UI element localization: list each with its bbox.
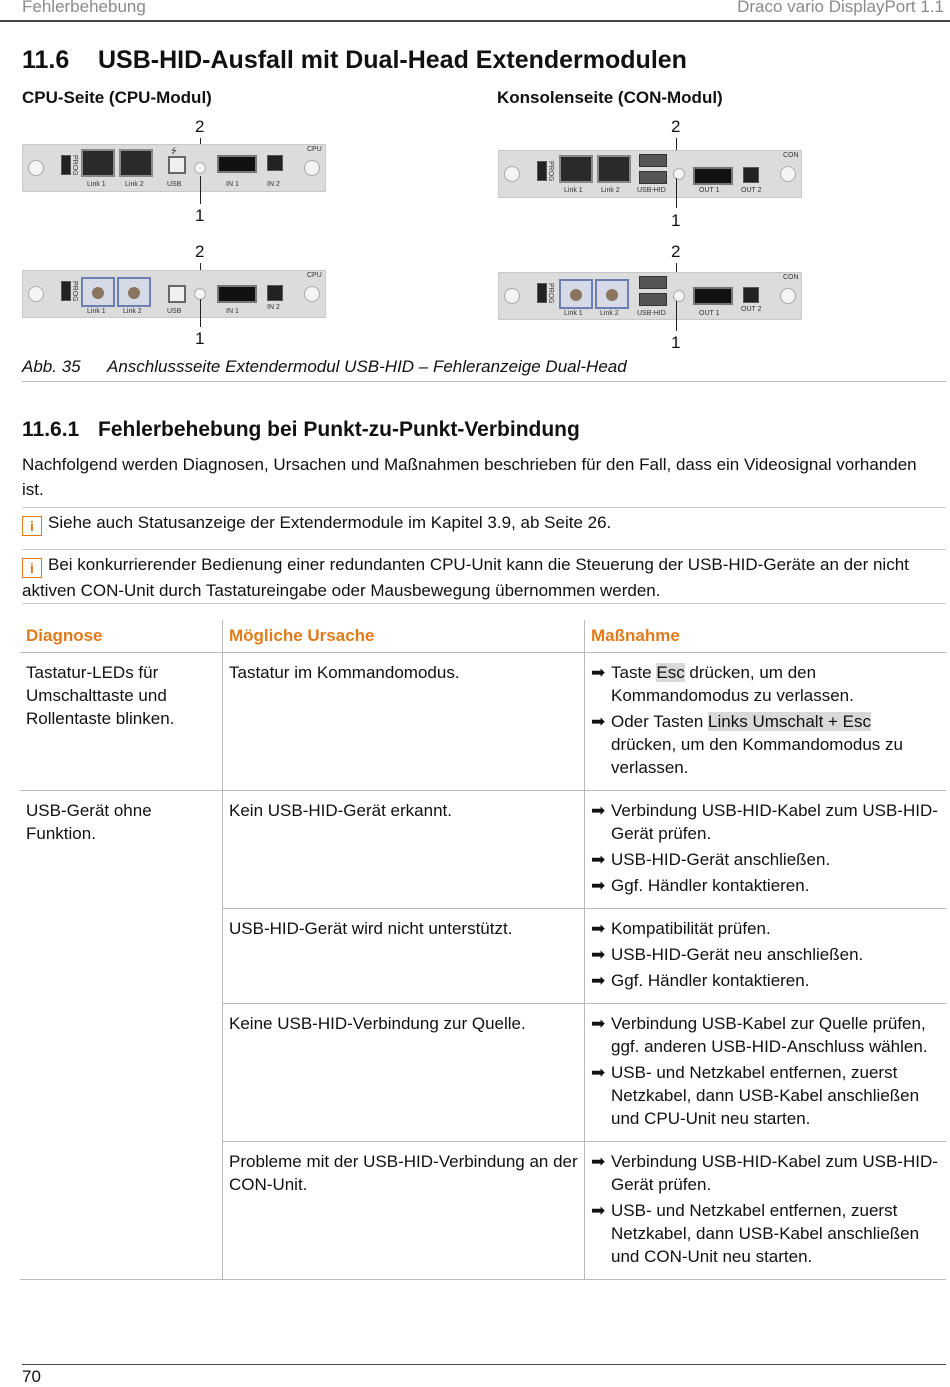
running-header-product: Draco vario DisplayPort 1.1	[737, 0, 944, 16]
arrow-right-icon: ➡	[591, 1014, 606, 1033]
out1-label: OUT 1	[699, 310, 720, 317]
massnahme-cell	[585, 1142, 947, 1280]
action-text: USB-HID-Gerät neu anschließen.	[611, 945, 864, 964]
action-item	[591, 1012, 940, 1058]
in1-label: IN 1	[226, 181, 239, 188]
arrow-right-icon: ➡	[591, 801, 606, 820]
info-icon: i	[22, 516, 42, 536]
module-panel	[22, 144, 326, 192]
callout-1: 1	[195, 329, 205, 348]
arrow-right-icon: ➡	[591, 850, 606, 869]
usb-a-port-icon	[639, 293, 667, 306]
usb-a-port-icon	[639, 276, 667, 289]
subsection-title: Fehlerbehebung bei Punkt-zu-Punkt-Verbindung	[98, 418, 580, 441]
subsection-number: 11.6.1	[22, 418, 80, 441]
out2-label: OUT 2	[741, 187, 762, 194]
table-header-row	[20, 620, 946, 653]
section-heading	[22, 46, 687, 75]
prog-button-icon	[537, 161, 547, 181]
prog-label: PROG	[547, 283, 554, 304]
action-item	[591, 1061, 940, 1130]
fiber-port-icon	[81, 277, 115, 307]
ursache-cell: Keine USB-HID-Verbindung zur Quelle.	[223, 1004, 585, 1142]
action-item	[591, 661, 940, 707]
figure-caption-text: Anschlussseite Extendermodul USB-HID – Fehleranzeige Dual-Head	[107, 357, 627, 376]
led-icon	[194, 162, 206, 174]
ursache-cell: Tastatur im Kommandomodus.	[223, 653, 585, 791]
callout-line	[676, 301, 677, 331]
callout-2: 2	[671, 242, 681, 261]
displayport-port-icon	[217, 285, 257, 303]
usb-label: USB	[167, 181, 182, 188]
rj45-port-icon	[119, 149, 153, 177]
cpu-label: CPU	[307, 272, 322, 279]
subsection-heading	[22, 418, 580, 442]
displayport-port-icon	[693, 167, 733, 185]
link2-label: Link 2	[601, 187, 620, 194]
action-item	[591, 969, 940, 992]
screw-icon	[504, 288, 520, 304]
module-panel	[498, 272, 802, 320]
callout-1: 1	[671, 211, 681, 230]
column-header-diagnose: Diagnose	[20, 620, 223, 653]
arrow-right-icon: ➡	[591, 1152, 606, 1171]
prog-button-icon	[61, 155, 71, 175]
massnahme-cell	[585, 791, 947, 909]
link1-label: Link 1	[87, 181, 106, 188]
callout-2: 2	[671, 117, 681, 136]
usb-hid-label: USB-HID	[637, 310, 666, 317]
key-esc: Esc	[656, 663, 685, 682]
action-text: Verbindung USB-Kabel zur Quelle prüfen, ggf. anderen USB-HID-Anschluss wählen.	[611, 1014, 928, 1056]
prog-button-icon	[537, 283, 547, 303]
ursache-cell: Kein USB-HID-Gerät erkannt.	[223, 791, 585, 909]
action-text: USB- und Netzkabel entfernen, zuerst Netzkabel, dann USB-Kabel anschließen und CPU-Unit neu starten.	[611, 1063, 920, 1128]
usb-a-port-icon	[639, 154, 667, 167]
callout-1: 1	[671, 333, 681, 352]
action-text: Kompatibilität prüfen.	[611, 919, 771, 938]
prog-label: PROG	[71, 155, 78, 176]
caption-divider	[22, 381, 946, 382]
action-item	[591, 874, 940, 897]
rj45-port-icon	[559, 155, 593, 183]
displayport-port-icon	[217, 155, 257, 173]
cpu-side-label: CPU-Seite (CPU-Modul)	[22, 88, 212, 107]
intro-paragraph: Nachfolgend werden Diagnosen, Ursachen und Maßnahmen beschrieben für den Fall, dass ein Videosignal vorhanden ist.	[22, 455, 917, 499]
mini-dp-port-icon	[267, 155, 283, 171]
screw-icon	[28, 286, 44, 302]
link1-label: Link 1	[564, 310, 583, 317]
action-text: USB- und Netzkabel entfernen, zuerst Netzkabel, dann USB-Kabel anschließen und CON-Unit neu starten.	[611, 1201, 920, 1266]
callout-line	[676, 178, 677, 208]
callout-1: 1	[195, 206, 205, 225]
screw-icon	[304, 286, 320, 302]
diagnose-cell: USB-Gerät ohne Funktion.	[20, 791, 223, 1280]
action-item	[591, 1150, 940, 1196]
table-row	[20, 791, 946, 909]
usb-hid-label: USB-HID	[637, 187, 666, 194]
fiber-port-icon	[117, 277, 151, 307]
link1-label: Link 1	[564, 187, 583, 194]
callout-2: 2	[195, 117, 205, 136]
callout-line	[200, 176, 201, 204]
action-item	[591, 1199, 940, 1268]
column-header-ursache: Mögliche Ursache	[223, 620, 585, 653]
led-icon	[673, 290, 685, 302]
screw-icon	[504, 166, 520, 182]
action-text: Taste	[611, 663, 657, 682]
module-panel	[22, 270, 326, 318]
screw-icon	[28, 160, 44, 176]
massnahme-cell	[585, 909, 947, 1004]
diagnose-cell: Tastatur-LEDs für Umschalttaste und Rollentaste blinken.	[20, 653, 223, 791]
usb-symbol-icon: ⭍	[171, 148, 177, 155]
table-row	[20, 653, 946, 791]
info-note	[22, 510, 946, 536]
figure-caption-label: Abb. 35	[22, 357, 81, 376]
note-divider	[22, 549, 946, 550]
prog-label: PROG	[547, 161, 554, 182]
arrow-right-icon: ➡	[591, 663, 606, 682]
mini-dp-port-icon	[743, 167, 759, 183]
action-item	[591, 799, 940, 845]
info-note	[22, 552, 946, 603]
action-text: drücken, um den Kommandomodus zu verlassen.	[611, 663, 854, 705]
arrow-right-icon: ➡	[591, 876, 606, 895]
arrow-right-icon: ➡	[591, 712, 606, 731]
con-side-label: Konsolenseite (CON-Modul)	[497, 88, 723, 107]
in2-label: IN 2	[267, 304, 280, 311]
action-text: USB-HID-Gerät anschließen.	[611, 850, 831, 869]
usb-b-port-icon	[168, 156, 186, 174]
key-combo: Links Umschalt + Esc	[708, 712, 872, 731]
page-number: 70	[22, 1367, 41, 1386]
prog-button-icon	[61, 281, 71, 301]
arrow-right-icon: ➡	[591, 971, 606, 990]
screw-icon	[780, 288, 796, 304]
mini-dp-port-icon	[743, 287, 759, 303]
info-note-text: Bei konkurrierender Bedienung einer redundanten CPU-Unit kann die Steuerung der USB-HID-Geräte an der nicht aktiven CON-Unit durch Tastatureingabe oder Mausbewegung übernommen werden.	[22, 555, 909, 600]
rj45-port-icon	[81, 149, 115, 177]
column-header-massnahme: Maßnahme	[585, 620, 947, 653]
action-item	[591, 943, 940, 966]
in2-label: IN 2	[267, 181, 280, 188]
displayport-port-icon	[693, 287, 733, 305]
arrow-right-icon: ➡	[591, 945, 606, 964]
action-text: Verbindung USB-HID-Kabel zum USB-HID-Gerät prüfen.	[611, 1152, 938, 1194]
note-divider	[22, 507, 946, 508]
screw-icon	[304, 160, 320, 176]
usb-b-port-icon	[168, 285, 186, 303]
section-title: USB-HID-Ausfall mit Dual-Head Extendermodulen	[98, 46, 687, 74]
arrow-right-icon: ➡	[591, 919, 606, 938]
out2-label: OUT 2	[741, 306, 762, 313]
ursache-cell: Probleme mit der USB-HID-Verbindung an der CON-Unit.	[223, 1142, 585, 1280]
action-text: Ggf. Händler kontaktieren.	[611, 876, 810, 895]
action-item	[591, 917, 940, 940]
fiber-port-icon	[595, 279, 629, 309]
action-item	[591, 710, 940, 779]
arrow-right-icon: ➡	[591, 1063, 606, 1082]
rj45-port-icon	[597, 155, 631, 183]
ursache-cell: USB-HID-Gerät wird nicht unterstützt.	[223, 909, 585, 1004]
module-panel	[498, 150, 802, 198]
action-text: Ggf. Händler kontaktieren.	[611, 971, 810, 990]
usb-a-port-icon	[639, 171, 667, 184]
cpu-label: CPU	[307, 146, 322, 153]
link2-label: Link 2	[123, 308, 142, 315]
prog-label: PROG	[71, 281, 78, 302]
info-icon: i	[22, 558, 42, 578]
usb-label: USB	[167, 308, 182, 315]
massnahme-cell	[585, 653, 947, 791]
header-divider	[0, 20, 950, 22]
arrow-right-icon: ➡	[591, 1201, 606, 1220]
footer-divider	[22, 1364, 946, 1365]
link2-label: Link 2	[125, 181, 144, 188]
troubleshooting-table	[20, 620, 946, 1280]
in1-label: IN 1	[226, 308, 239, 315]
info-note-text: Siehe auch Statusanzeige der Extendermodule im Kapitel 3.9, ab Seite 26.	[48, 513, 612, 532]
running-header-chapter: Fehlerbehebung	[22, 0, 146, 16]
callout-2: 2	[195, 242, 205, 261]
action-text: Verbindung USB-HID-Kabel zum USB-HID-Gerät prüfen.	[611, 801, 938, 843]
out1-label: OUT 1	[699, 187, 720, 194]
action-text: drücken, um den Kommandomodus zu verlassen.	[611, 735, 903, 777]
fiber-port-icon	[559, 279, 593, 309]
link1-label: Link 1	[87, 308, 106, 315]
note-divider	[22, 603, 946, 604]
link2-label: Link 2	[600, 310, 619, 317]
con-label: CON	[783, 274, 799, 281]
mini-dp-port-icon	[267, 285, 283, 301]
screw-icon	[780, 166, 796, 182]
led-icon	[673, 168, 685, 180]
callout-line	[200, 299, 201, 327]
action-item	[591, 848, 940, 871]
action-text: Oder Tasten	[611, 712, 709, 731]
massnahme-cell	[585, 1004, 947, 1142]
section-number: 11.6	[22, 46, 70, 74]
con-label: CON	[783, 152, 799, 159]
